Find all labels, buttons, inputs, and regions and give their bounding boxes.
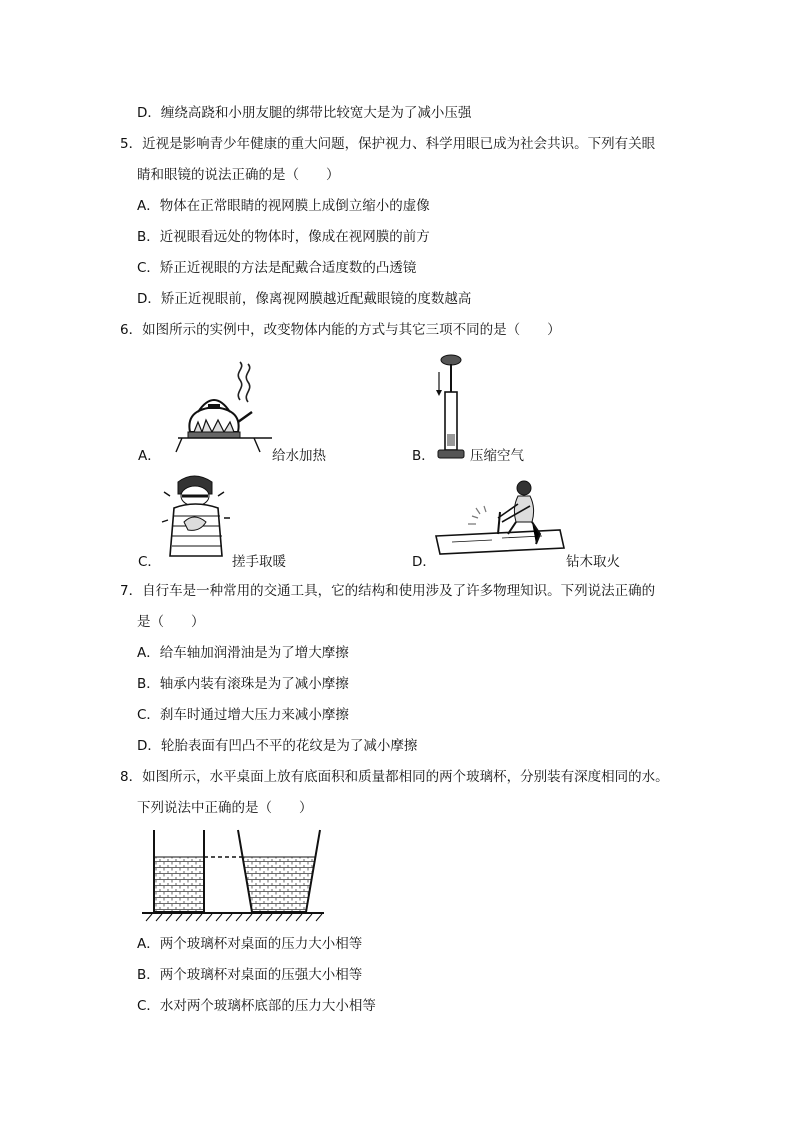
q7-stem-line1: 7．自行车是一种常用的交通工具，它的结构和使用涉及了许多物理知识。下列说法正确的: [120, 583, 656, 599]
q5-option-d: D．矫正近视眼前，像离视网膜越近配戴眼镜的度数越高: [137, 291, 472, 307]
q6-figure-b-caption: 压缩空气: [470, 448, 524, 464]
q6-figure-a-letter: A．: [138, 448, 161, 464]
q4-option-d: D．缠绕高跷和小朋友腿的绑带比较宽大是为了减小压强: [137, 105, 472, 121]
q6-figure-a-caption: 给水加热: [272, 448, 326, 464]
q6-stem: 6．如图所示的实例中，改变物体内能的方式与其它三项不同的是（ ）: [120, 322, 561, 338]
q7-option-b: B．轴承内装有滚珠是为了减小摩擦: [137, 676, 349, 692]
q8-stem-line2: 下列说法中正确的是（ ）: [137, 800, 313, 816]
kettle-on-fire-icon: [168, 360, 278, 460]
drilling-wood-for-fire-icon: [432, 478, 572, 558]
q6-figure-c-letter: C．: [138, 554, 161, 570]
two-glass-cups-on-table-icon: [138, 826, 328, 926]
q7-option-a: A．给车轴加润滑油是为了增大摩擦: [137, 645, 349, 661]
q7-option-d: D．轮胎表面有凹凸不平的花纹是为了减小摩擦: [137, 738, 418, 754]
q8-option-c: C．水对两个玻璃杯底部的压力大小相等: [137, 998, 376, 1014]
q5-stem-line1: 5．近视是影响青少年健康的重大问题，保护视力、科学用眼已成为社会共识。下列有关眼: [120, 136, 656, 152]
q5-stem-line2: 睛和眼镜的说法正确的是（ ）: [137, 167, 340, 183]
q8-option-a: A．两个玻璃杯对桌面的压力大小相等: [137, 936, 363, 952]
q6-figure-d-caption: 钻木取火: [566, 554, 620, 570]
q8-stem-line1: 8．如图所示，水平桌面上放有底面积和质量都相同的两个玻璃杯，分别装有深度相同的水。: [120, 769, 669, 785]
air-compression-cylinder-icon: [428, 352, 472, 462]
q7-option-c: C．刹车时通过增大压力来减小摩擦: [137, 707, 349, 723]
q5-option-b: B．近视眼看远处的物体时，像成在视网膜的前方: [137, 229, 430, 245]
person-rubbing-hands-icon: [160, 472, 234, 562]
q6-figure-c-caption: 搓手取暖: [232, 554, 286, 570]
q8-option-b: B．两个玻璃杯对桌面的压强大小相等: [137, 967, 363, 983]
q5-option-a: A．物体在正常眼睛的视网膜上成倒立缩小的虚像: [137, 198, 430, 214]
q6-figure-d-letter: D．: [412, 554, 436, 570]
q6-figure-b-letter: B．: [412, 448, 435, 464]
q5-option-c: C．矫正近视眼的方法是配戴合适度数的凸透镜: [137, 260, 417, 276]
q7-stem-line2: 是（ ）: [137, 614, 205, 630]
